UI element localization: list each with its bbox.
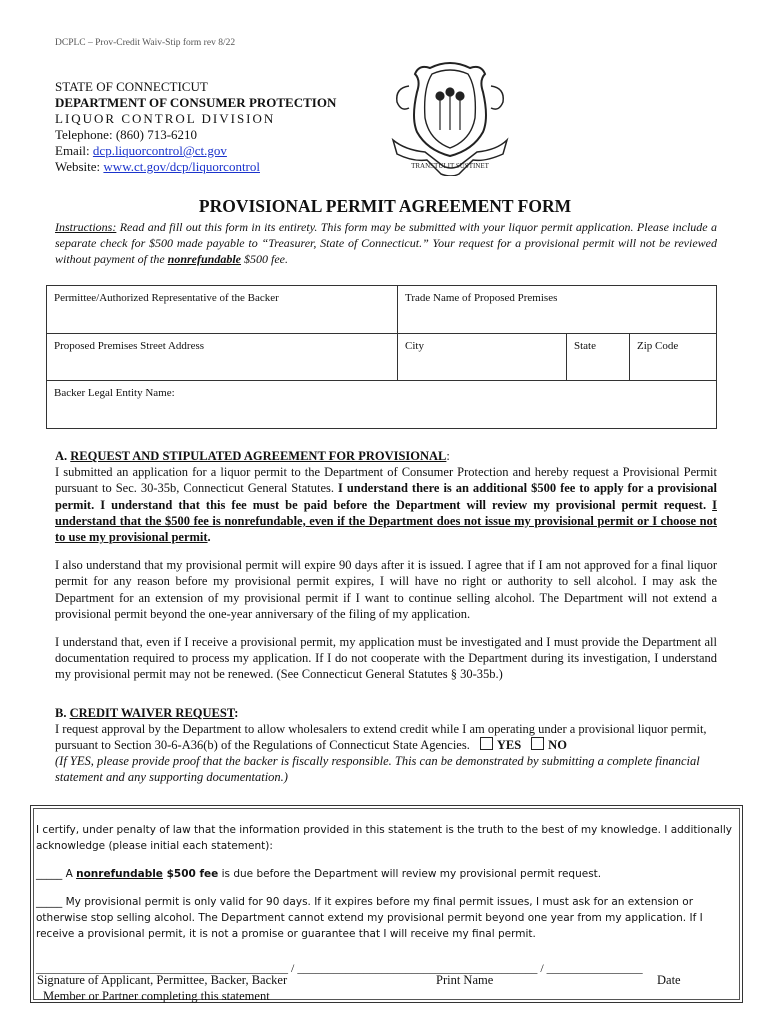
street-address-label: Proposed Premises Street Address — [54, 340, 205, 352]
email-line — [55, 143, 336, 159]
section-a-p1-text: I submitted an application for a liquor permit to the Department of Consumer Protection and hereby request a Provisional Permit pursuant to Sec. 30-35b, Connecticut General Statutes. — [55, 465, 717, 496]
certification-box — [30, 805, 743, 1003]
section-a-heading — [55, 448, 717, 464]
section-b-colon: : — [234, 706, 239, 720]
instructions — [55, 219, 717, 267]
section-a-title: REQUEST AND STIPULATED AGREEMENT FOR PROVISIONAL — [70, 449, 447, 463]
state-name: STATE OF CONNECTICUT — [55, 79, 208, 94]
section-b-letter: B. — [55, 706, 70, 720]
instructions-text-end: $500 fee. — [241, 252, 289, 266]
website-link[interactable]: www.ct.gov/dcp/liquorcontrol — [103, 159, 260, 174]
initial-blank-1: _____ A — [36, 868, 77, 880]
form-title: PROVISIONAL PERMIT AGREEMENT FORM — [198, 196, 572, 216]
section-a-colon: : — [446, 449, 450, 463]
section-b-heading — [55, 705, 717, 721]
section-a-paragraph-2: I also understand that my provisional permit will expire 90 days after it is issued. I agree that if I am not approved for a final liquor permit for any reason before my provisional permit expires, I will have no right or authority to sell alcohol. I may ask the Department for an extension of my provisional permit if I want to continue selling alcohol. The Department will not extend a provisional permit beyond the one-year anniversary of the filing of my application. — [55, 558, 717, 621]
trade-name-label: Trade Name of Proposed Premises — [405, 292, 558, 304]
yes-label: YES — [496, 738, 522, 752]
division-name: LIQUOR CONTROL DIVISION — [55, 111, 276, 126]
no-checkbox[interactable] — [531, 737, 544, 750]
city-label: City — [405, 340, 424, 352]
no-label: NO — [548, 738, 567, 752]
signature-label-2: Member or Partner completing this statement — [43, 989, 270, 1003]
connecticut-state-seal-icon — [385, 58, 515, 176]
backer-entity-field[interactable] — [47, 381, 717, 429]
section-a-paragraph-1 — [55, 464, 717, 545]
website-label: Website: — [55, 159, 104, 174]
city-field[interactable] — [398, 334, 567, 381]
credit-waiver-text — [55, 721, 717, 753]
zip-code-label: Zip Code — [637, 340, 679, 352]
section-b-title: CREDIT WAIVER REQUEST — [69, 706, 235, 720]
credit-waiver-statement: I request approval by the Department to allow wholesalers to extend credit while I am operating under a provisional liquor permit, pursuant to Section 30-6-A36(b) of the Regulations of Connecticut State Agencies. — [55, 722, 707, 752]
seal-motto: TRANSTULIT SUSTINET — [411, 162, 489, 170]
signature-line[interactable]: __________________________________________ / ________________________________________ / ________________ — [36, 961, 643, 975]
certification-intro: I certify, under penalty of law that the information provided in this statement is the truth to the best of my knowledge. I additionally acknowledge (please initial each statement): — [36, 824, 732, 852]
section-a — [55, 448, 717, 695]
credit-waiver-note: (If YES, please provide proof that the backer is fiscally responsible. This can be demonstrated by submitting a complete financial statement and any supporting documentation.) — [55, 754, 700, 784]
zip-code-field[interactable] — [630, 334, 717, 381]
fee-nonrefundable: nonrefundable — [76, 868, 163, 880]
section-a-p1-bold: I understand there is an additional $500 fee to apply for a provisional permit. I understand that this fee must be paid before the Department will review my provisional permit request. — [55, 481, 717, 512]
permittee-label: Permittee/Authorized Representative of the Backer — [54, 292, 279, 304]
state-label: State — [574, 340, 596, 352]
email-link[interactable]: dcp.liquorcontrol@ct.gov — [92, 143, 227, 158]
state-field[interactable] — [567, 334, 630, 381]
section-b — [55, 705, 717, 785]
street-address-field[interactable] — [47, 334, 398, 381]
fee-amount: $500 fee — [162, 868, 219, 880]
yes-checkbox[interactable] — [480, 737, 493, 750]
permittee-field[interactable] — [47, 286, 398, 334]
section-a-letter: A. — [55, 449, 71, 463]
trade-name-field[interactable] — [398, 286, 717, 334]
signature-label: Signature of Applicant, Permittee, Backer, Backer — [37, 973, 288, 987]
instructions-emphasis: nonrefundable — [167, 252, 242, 266]
telephone: Telephone: (860) 713-6210 — [55, 127, 198, 142]
agency-header — [55, 79, 336, 175]
section-a-p1-end: . — [207, 530, 211, 545]
fee-text: is due before the Department will review my provisional permit request. — [218, 868, 602, 880]
instructions-text: Read and fill out this form in its entirety. This form may be submitted with your liquor permit application. Please include a separate check for $500 made payable to “Treasurer, State of Connecticut.” Your request for a provisional permit will not be reviewed without payment of the — [55, 220, 717, 266]
instructions-label: Instructions: — [55, 220, 117, 234]
email-label: Email: — [55, 143, 93, 158]
website-line — [55, 159, 336, 175]
applicant-fields-table — [46, 285, 717, 429]
section-a-paragraph-3: I understand that, even if I receive a provisional permit, my application must be investigated and I must provide the Department all documentation required to process my application. If I do not cooperate with the Department during its investigation, I understand my provisional permit may not be renewed. (See Connecticut General Statutes § 30-35b.) — [55, 635, 717, 682]
form-code: DCPLC – Prov-Credit Waiv-Stip form rev 8/22 — [55, 38, 236, 48]
department-name: DEPARTMENT OF CONSUMER PROTECTION — [55, 95, 337, 110]
section-a-p1-bold-underline: I understand that the $500 fee is nonrefundable, even if the Department does not issue my provisional permit or I choose not to use my provisional permit — [55, 497, 717, 545]
print-name-label: Print Name — [436, 973, 494, 987]
backer-entity-label: Backer Legal Entity Name: — [54, 387, 175, 399]
date-label: Date — [657, 973, 681, 987]
acknowledgement-fee[interactable] — [36, 866, 736, 882]
acknowledgement-validity[interactable]: _____ My provisional permit is only valid for 90 days. If it expires before my final permit issues, I must ask for an extension or otherwise stop selling alcohol. The Department cannot extend my provisional permit beyond one year from my application. If I receive a provisional permit, it is not a promise or guarantee that I will receive my final permit. — [36, 896, 703, 940]
